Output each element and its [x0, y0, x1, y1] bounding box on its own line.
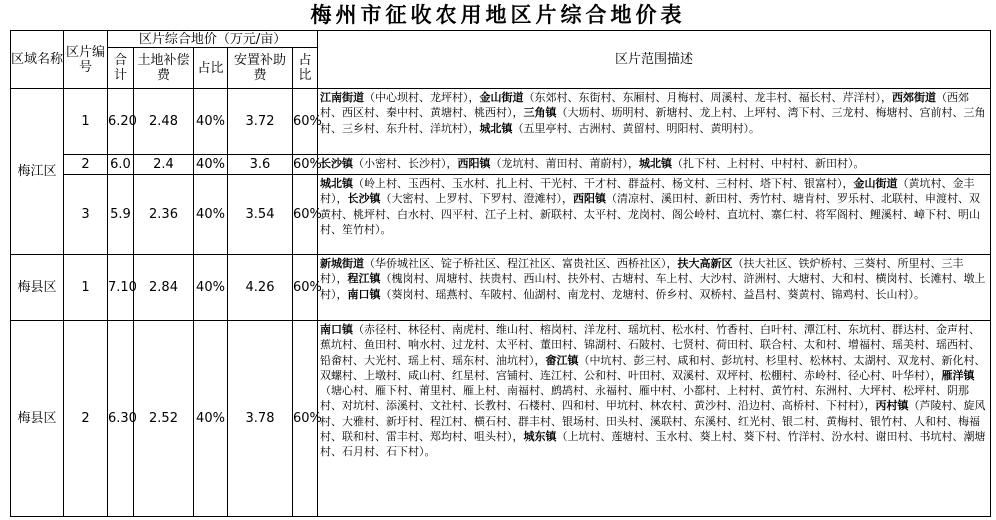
- village-list: （葵岗村、瑶燕村、车陂村、仙湖村、南龙村、龙塘村、侨乡村、双桥村、益昌村、葵黄村、锦鸡村、长山村）。: [380, 287, 926, 301]
- table-row: [11, 175, 991, 255]
- ratio1-cell: 40%: [194, 89, 228, 155]
- header-resettlement: 安置补助费: [228, 48, 293, 89]
- description-cell: [318, 155, 991, 175]
- zone-cell: 2: [64, 321, 108, 517]
- total-cell: 5.9: [108, 175, 134, 255]
- village-list: （中心坝村、龙坪村），: [364, 91, 480, 104]
- header-zone-no: 区片编号: [64, 31, 108, 89]
- town-name: 城北镇: [479, 121, 513, 135]
- land-comp-cell: 2.84: [134, 255, 194, 321]
- town-name: 西阳镇: [457, 157, 491, 170]
- region-cell: 梅县区: [11, 321, 64, 517]
- land-comp-cell: 2.48: [134, 89, 194, 155]
- town-name: 新城街道: [320, 257, 365, 270]
- ratio1-cell: 40%: [194, 321, 228, 517]
- village-list: （黄坑村、金丰村），: [320, 177, 975, 206]
- ratio2-cell: 60%: [293, 321, 318, 517]
- total-cell: 6.30: [108, 321, 134, 517]
- village-list: （西郊村、西区村、秦中村、黄塘村、桃西村），: [320, 91, 970, 120]
- total-cell: 7.10: [108, 255, 134, 321]
- header-region: 区域名称: [11, 31, 64, 89]
- ratio1-cell: 40%: [194, 255, 228, 321]
- town-name: 城东镇: [523, 430, 557, 444]
- header-total: 合计: [108, 48, 134, 89]
- resettle-cell: 4.26: [228, 255, 293, 321]
- land-comp-cell: 2.4: [134, 155, 194, 175]
- town-name: 丙村镇: [875, 399, 909, 413]
- village-list: （岭上村、玉西村、玉水村、扎上村、干光村、干才村、群益村、杨文村、三村村、塔下村、银富村），: [353, 177, 854, 190]
- village-list: （上坑村、莲塘村、玉水村、葵上村、葵下村、竹洋村、汾水村、谢田村、书坑村、潮塘村、石月村、石下村）。: [320, 430, 986, 459]
- town-name: 金山街道: [479, 91, 524, 104]
- village-list: （小密村、长沙村），: [353, 157, 458, 170]
- village-list: （槐岗村、周塘村、扶贵村、西山村、扶外村、古塘村、车上村、大沙村、浒洲村、大塘村、大和村、横岗村、长滩村、墩上村），: [320, 272, 986, 301]
- resettle-cell: 3.54: [228, 175, 293, 255]
- resettle-cell: 3.6: [228, 155, 293, 175]
- ratio1-cell: 40%: [194, 155, 228, 175]
- zone-cell: 3: [64, 175, 108, 255]
- header-land-compensation: 土地补偿费: [134, 48, 194, 89]
- town-name: 畲江镇: [545, 353, 579, 367]
- village-list: （中坑村、彭三村、咸和村、彭坑村、杉里村、松林村、太湖村、双龙村、新化村、双螺村、上墩村、咸山村、红星村、宫铺村、连江村、公和村、叶田村、双溪村、双坪村、松棚村、赤岭村、径心村、叶华村），: [320, 353, 986, 382]
- village-list: （东郊村、东街村、东厢村、月梅村、周溪村、龙丰村、福长村、芹洋村），: [523, 91, 893, 104]
- town-name: 城北镇: [320, 177, 354, 190]
- total-cell: 6.0: [108, 155, 134, 175]
- town-name: 雁洋镇: [941, 368, 975, 382]
- village-list: （扶大社区、铁炉桥村、三葵村、所里村、三丰村），: [320, 257, 964, 286]
- village-list: （龙坑村、莆田村、莆蔚村），: [490, 157, 640, 170]
- description-cell: [318, 89, 991, 155]
- ratio2-cell: 60%: [293, 155, 318, 175]
- description-cell: [318, 175, 991, 255]
- village-list: （赤径村、林径村、南虎村、维山村、榕岗村、洋龙村、瑶坑村、松水村、竹香村、白叶村、潭江村、东坑村、群达村、金声村、蕉坑村、鱼田村、响水村、过龙村、太平村、董田村、锦湖村、石陂村、七贤村、荷田村、联合村、太和村、增福村、瑶美村、瑶西村、铅畲村、大光村、瑶上村、瑶东村、油坑村），: [320, 323, 981, 367]
- ratio2-cell: 60%: [293, 89, 318, 155]
- header-ratio-1: 占比: [194, 48, 228, 89]
- town-name: 三角镇: [523, 106, 557, 120]
- table-row: [11, 321, 991, 517]
- town-name: 南口镇: [320, 323, 354, 336]
- resettle-cell: 3.78: [228, 321, 293, 517]
- town-name: 南口镇: [347, 287, 381, 301]
- zone-cell: 2: [64, 155, 108, 175]
- table-row: [11, 255, 991, 321]
- land-comp-cell: 2.36: [134, 175, 194, 255]
- header-ratio-2: 占比: [293, 48, 318, 89]
- village-list: （塘心村、雁下村、莆里村、雁上村、南福村、鹧鸪村、永福村、雁中村、小都村、上村村、黄竹村、东洲村、大坪村、松坪村、阴那村、对坑村、添溪村、文社村、长教村、石楼村、四和村、甲坑村、林农村、黄沙村、沿边村、高桥村、下村村），: [320, 384, 970, 413]
- zone-cell: 1: [64, 89, 108, 155]
- village-list: （五里亭村、古洲村、黄留村、明阳村、黄明村）。: [512, 121, 761, 135]
- town-name: 西郊街道: [892, 91, 937, 104]
- ratio1-cell: 40%: [194, 175, 228, 255]
- table-row: [11, 89, 991, 155]
- resettle-cell: 3.72: [228, 89, 293, 155]
- town-name: 江南街道: [320, 91, 365, 104]
- description-cell: [318, 321, 991, 517]
- village-list: （清凉村、溪田村、新田村、秀竹村、塘肯村、罗乐村、北联村、申渡村、双黄村、桃坪村、白水村、四平村、江子上村、新联村、太平村、龙岗村、阁公岭村、直坑村、寨仁村、将军阁村、鲤溪村、嶂下村、明山村、笙竹村）。: [320, 192, 981, 236]
- village-list: （扎下村、上村村、中村村、新田村）。: [672, 157, 865, 170]
- ratio2-cell: 60%: [293, 255, 318, 321]
- village-list: （华侨城社区、锭子桥社区、程江社区、富贵社区、西桥社区），: [364, 257, 678, 270]
- zone-cell: 1: [64, 255, 108, 321]
- table-row: [11, 155, 991, 175]
- ratio2-cell: 60%: [293, 175, 318, 255]
- table-title: 梅州市征收农用地区片综合地价表: [310, 2, 686, 27]
- town-name: 长沙镇: [320, 157, 354, 170]
- town-name: 金山街道: [853, 177, 898, 190]
- town-name: 西阳镇: [573, 192, 607, 206]
- header-description: 区片范围描述: [318, 31, 991, 89]
- town-name: 扶大高新区: [677, 257, 733, 270]
- region-cell: 梅江区: [11, 89, 64, 255]
- town-name: 程江镇: [347, 272, 381, 286]
- village-list: （大密村、上罗村、下罗村、澄滩村），: [380, 192, 574, 206]
- village-list: （芦陵村、旋风村、大雅村、新圩村、程江村、横石村、群丰村、银场村、田头村、溪联村、东溪村、红光村、银二村、黄梅村、银竹村、人和村、梅福村、联和村、雷丰村、郑均村、咀头村），: [320, 399, 986, 444]
- region-cell: 梅县区: [11, 255, 64, 321]
- town-name: 长沙镇: [347, 192, 381, 206]
- total-cell: 6.20: [108, 89, 134, 155]
- description-cell: [318, 255, 991, 321]
- village-list: （大坜村、坜明村、新塘村、龙上村、上坪村、湾下村、三龙村、梅塘村、宫前村、三角村、三乡村、东升村、洋坑村），: [320, 106, 986, 135]
- header-price-group: 区片综合地价（万元/亩）: [108, 31, 318, 48]
- land-comp-cell: 2.52: [134, 321, 194, 517]
- land-price-table: [10, 30, 991, 517]
- town-name: 城北镇: [639, 157, 673, 170]
